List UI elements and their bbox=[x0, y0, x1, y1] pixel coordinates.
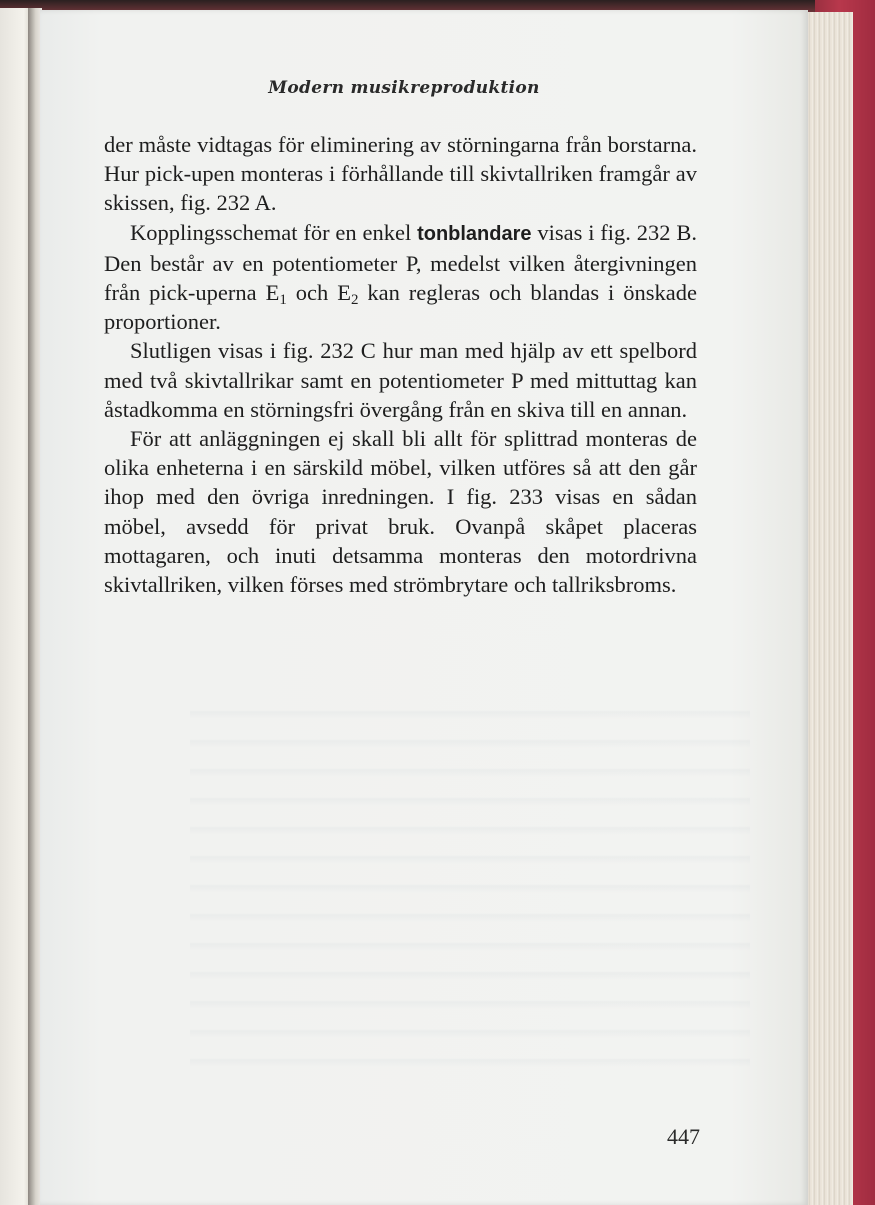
paragraph-2-start: Kopplingsschemat för en enkel bbox=[130, 219, 418, 245]
paragraph-1: der måste vidtagas för eliminering av störningarna från borstarna. Hur pick-upen monteras i förhållande till skivtallriken framgår av skissen, fig. 232 A. bbox=[104, 132, 697, 216]
paragraph-2-och: och bbox=[286, 280, 338, 306]
paragraph-4: För att anläggningen ej skall bli allt för splittrad monteras de olika enheterna i en särskild möbel, vilken utföres så att den går ihop med den övriga inredningen. I fig. 233 visas en sådan möbel, avsedd för privat bruk. Ovanpå skåpet placeras mottagaren, och inuti detsamma monteras den motordrivna skivtallriken, vilken förses med strömbrytare och tallriksbroms. bbox=[104, 426, 697, 598]
symbol-e2: $E_2$ bbox=[337, 280, 359, 309]
paragraph-2-end: kan regleras och blandas i önskade proportioner. bbox=[104, 280, 697, 335]
term-tonblandare: tonblandare bbox=[417, 222, 532, 245]
page-number: 447 bbox=[667, 1124, 700, 1149]
symbol-e1: $E_1$ bbox=[265, 280, 287, 309]
body-text bbox=[104, 130, 697, 599]
paragraph-2 bbox=[104, 218, 697, 337]
paragraph-2-middle: visas i fig. 232 B. Den består av en potentiometer P, medelst vilken återgivningen från pick-uperna bbox=[104, 219, 697, 306]
paragraph-3: Slutligen visas i fig. 232 C hur man med hjälp av ett spelbord med två skivtallrikar samt en potentiometer P med mittuttag kan åstadkomma en störningsfri övergång från en skiva till en annan. bbox=[104, 338, 697, 422]
running-head: Modern musikreproduktion bbox=[268, 78, 540, 98]
reverse-side-showthrough bbox=[190, 690, 750, 1070]
